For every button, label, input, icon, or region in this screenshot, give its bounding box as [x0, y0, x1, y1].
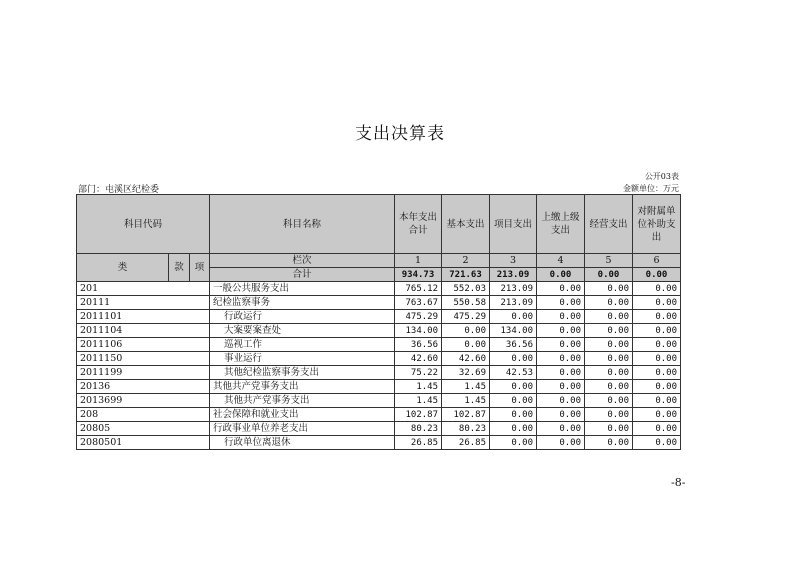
- row-value: 0.00: [537, 366, 585, 380]
- row-value: 0.00: [585, 310, 633, 324]
- row-value: 765.12: [395, 282, 442, 296]
- row-value: 0.00: [585, 366, 633, 380]
- col-index: 2: [442, 254, 490, 268]
- row-code: 2011101: [77, 310, 210, 324]
- table-row: [77, 380, 681, 394]
- total-label: 合计: [210, 268, 395, 282]
- col-index: 6: [633, 254, 681, 268]
- row-value: 0.00: [585, 436, 633, 450]
- row-value: 0.00: [442, 324, 490, 338]
- row-value: 763.67: [395, 296, 442, 310]
- row-value: 0.00: [633, 296, 681, 310]
- row-name: 巡视工作: [210, 338, 395, 352]
- header-project-expenditure: 项目支出: [490, 195, 537, 254]
- page-number: -8-: [671, 476, 686, 489]
- row-value: 0.00: [585, 296, 633, 310]
- row-value: 0.00: [537, 408, 585, 422]
- row-name: 行政单位离退休: [210, 436, 395, 450]
- table-row: [77, 366, 681, 380]
- row-value: 1.45: [395, 380, 442, 394]
- row-code: 2011104: [77, 324, 210, 338]
- row-value: 0.00: [585, 338, 633, 352]
- row-value: 475.29: [442, 310, 490, 324]
- row-value: 0.00: [633, 408, 681, 422]
- table-row: [77, 310, 681, 324]
- row-value: 0.00: [537, 394, 585, 408]
- row-value: 0.00: [633, 436, 681, 450]
- header-basic-expenditure: 基本支出: [442, 195, 490, 254]
- row-value: 42.53: [490, 366, 537, 380]
- table-row: [77, 338, 681, 352]
- form-code: 公开03表: [644, 172, 679, 181]
- total-value: 934.73: [395, 268, 442, 282]
- row-value: 0.00: [585, 282, 633, 296]
- row-code: 208: [77, 408, 210, 422]
- header-code: 科目代码: [77, 195, 210, 254]
- row-value: 0.00: [633, 366, 681, 380]
- header-total-expenditure: 本年支出合计: [395, 195, 442, 254]
- total-value: 213.09: [490, 268, 537, 282]
- row-value: 26.85: [442, 436, 490, 450]
- row-name: 行政运行: [210, 310, 395, 324]
- row-name: 大案要案查处: [210, 324, 395, 338]
- row-name: 其他纪检监察事务支出: [210, 366, 395, 380]
- row-value: 0.00: [585, 324, 633, 338]
- row-value: 75.22: [395, 366, 442, 380]
- row-value: 0.00: [537, 324, 585, 338]
- header-name: 科目名称: [210, 195, 395, 254]
- row-code: 2013699: [77, 394, 210, 408]
- row-value: 36.56: [490, 338, 537, 352]
- sub-xiang: 项: [190, 254, 210, 282]
- expenditure-table: [76, 194, 681, 450]
- row-value: 0.00: [537, 352, 585, 366]
- row-name: 社会保障和就业支出: [210, 408, 395, 422]
- row-value: 0.00: [633, 282, 681, 296]
- row-value: 475.29: [395, 310, 442, 324]
- row-value: 1.45: [442, 394, 490, 408]
- table-row: [77, 282, 681, 296]
- sub-kuan: 款: [169, 254, 190, 282]
- row-value: 102.87: [395, 408, 442, 422]
- row-value: 80.23: [395, 422, 442, 436]
- row-name: 其他共产党事务支出: [210, 380, 395, 394]
- row-value: 80.23: [442, 422, 490, 436]
- row-value: 0.00: [537, 380, 585, 394]
- page-title: 支出决算表: [355, 124, 445, 144]
- header-operating-expenditure: 经营支出: [585, 195, 633, 254]
- row-code: 2011106: [77, 338, 210, 352]
- row-value: 0.00: [585, 422, 633, 436]
- row-value: 134.00: [395, 324, 442, 338]
- table-row: [77, 422, 681, 436]
- col-index: 5: [585, 254, 633, 268]
- row-value: 0.00: [633, 324, 681, 338]
- department-label: 部门：屯溪区纪检委: [78, 185, 160, 195]
- row-value: 0.00: [490, 422, 537, 436]
- col-index: 4: [537, 254, 585, 268]
- col-index: 1: [395, 254, 442, 268]
- table-row: [77, 436, 681, 450]
- row-name: 事业运行: [210, 352, 395, 366]
- row-code: 20111: [77, 296, 210, 310]
- row-value: 32.69: [442, 366, 490, 380]
- header-subsidy-affiliated: 对附属单位补助支出: [633, 195, 681, 254]
- row-value: 26.85: [395, 436, 442, 450]
- row-value: 0.00: [537, 436, 585, 450]
- row-value: 42.60: [442, 352, 490, 366]
- row-value: 42.60: [395, 352, 442, 366]
- row-code: 20805: [77, 422, 210, 436]
- sub-lei: 类: [77, 254, 169, 282]
- row-value: 0.00: [490, 394, 537, 408]
- row-value: 0.00: [490, 310, 537, 324]
- row-name: 一般公共服务支出: [210, 282, 395, 296]
- unit-label: 金额单位：万元: [623, 184, 679, 193]
- column-index-row: [77, 254, 681, 268]
- row-value: 0.00: [442, 338, 490, 352]
- row-value: 0.00: [585, 352, 633, 366]
- row-code: 2080501: [77, 436, 210, 450]
- row-value: 0.00: [633, 380, 681, 394]
- row-value: 0.00: [633, 394, 681, 408]
- row-name: 纪检监察事务: [210, 296, 395, 310]
- row-value: 0.00: [490, 408, 537, 422]
- sub-lanci: 栏次: [210, 254, 395, 268]
- row-code: 201: [77, 282, 210, 296]
- col-index: 3: [490, 254, 537, 268]
- row-value: 0.00: [537, 296, 585, 310]
- row-value: 0.00: [585, 408, 633, 422]
- row-value: 102.87: [442, 408, 490, 422]
- table-row: [77, 394, 681, 408]
- row-value: 36.56: [395, 338, 442, 352]
- row-value: 1.45: [395, 394, 442, 408]
- row-value: 0.00: [633, 310, 681, 324]
- row-value: 0.00: [633, 338, 681, 352]
- row-value: 1.45: [442, 380, 490, 394]
- row-value: 0.00: [537, 310, 585, 324]
- row-value: 0.00: [585, 394, 633, 408]
- table-row: [77, 324, 681, 338]
- total-value: 0.00: [633, 268, 681, 282]
- row-code: 20136: [77, 380, 210, 394]
- row-value: 0.00: [490, 352, 537, 366]
- row-value: 213.09: [490, 282, 537, 296]
- row-value: 0.00: [585, 380, 633, 394]
- row-code: 2011150: [77, 352, 210, 366]
- row-value: 0.00: [490, 436, 537, 450]
- row-code: 2011199: [77, 366, 210, 380]
- total-value: 0.00: [585, 268, 633, 282]
- row-name: 行政事业单位养老支出: [210, 422, 395, 436]
- row-value: 0.00: [633, 352, 681, 366]
- row-value: 550.58: [442, 296, 490, 310]
- row-value: 0.00: [537, 422, 585, 436]
- table-row: [77, 408, 681, 422]
- row-value: 0.00: [537, 338, 585, 352]
- row-value: 552.03: [442, 282, 490, 296]
- header-remit-superior: 上缴上级支出: [537, 195, 585, 254]
- row-value: 0.00: [537, 282, 585, 296]
- row-value: 213.09: [490, 296, 537, 310]
- total-value: 0.00: [537, 268, 585, 282]
- total-value: 721.63: [442, 268, 490, 282]
- row-value: 0.00: [633, 422, 681, 436]
- row-name: 其他共产党事务支出: [210, 394, 395, 408]
- row-value: 134.00: [490, 324, 537, 338]
- table-row: [77, 352, 681, 366]
- header-row: [77, 195, 681, 254]
- table-row: [77, 296, 681, 310]
- row-value: 0.00: [490, 380, 537, 394]
